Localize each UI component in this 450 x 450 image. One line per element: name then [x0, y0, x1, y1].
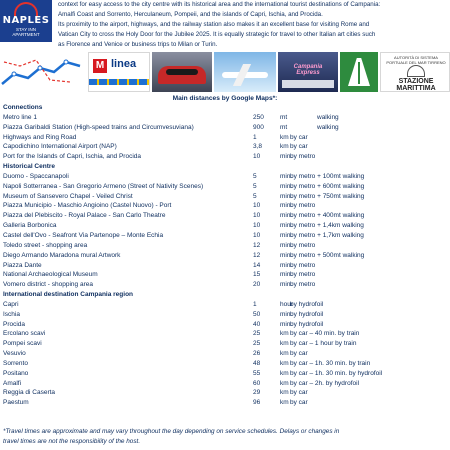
destination-name: Amalfi — [3, 379, 22, 387]
distance-row — [3, 369, 447, 379]
distance-value: 250 — [253, 113, 264, 121]
distance-row — [3, 261, 447, 271]
transport-mode: by car — [290, 399, 308, 407]
port-caption-line1: AUTORITÀ DI SISTEMA — [394, 55, 438, 60]
distance-row — [3, 359, 447, 369]
train-window — [166, 69, 198, 75]
distance-unit: km — [280, 330, 289, 338]
destination-name: Toledo street - shopping area — [3, 241, 88, 249]
distances-table — [3, 103, 447, 408]
port-authority-logo — [380, 52, 450, 92]
distance-value: 5 — [253, 172, 257, 180]
transport-mode: walking — [317, 113, 339, 121]
distance-unit: km — [280, 359, 289, 367]
distance-value: 1 — [253, 133, 257, 141]
intro-line: Amalfi Coast and Sorrento, Herculaneum, Pompeii, and the islands of Capri, Ischia, and Procida. — [58, 11, 323, 18]
destination-name: Ercolano scavi — [3, 330, 46, 338]
transport-mode: by hydrofoil — [290, 310, 324, 318]
distance-unit: min. — [280, 281, 293, 289]
transport-mode: by hydrofoil — [290, 300, 324, 308]
distance-value: 29 — [253, 389, 261, 397]
destination-name: Vesuvio — [3, 350, 26, 358]
distance-value: 14 — [253, 261, 261, 269]
transport-mode: by metro + 750mt walking — [290, 192, 365, 200]
distance-row — [3, 320, 447, 330]
distance-unit: min. — [280, 271, 293, 279]
distance-unit: min. — [280, 231, 293, 239]
destination-name: Piazza Municipio - Maschio Angioino (Castel Nuovo) - Port — [3, 202, 172, 210]
destination-name: Museum of Sansevero Chapel - Veiled Christ — [3, 192, 133, 200]
distance-value: 25 — [253, 330, 261, 338]
distance-unit: km — [280, 133, 289, 141]
destination-name: Paestum — [3, 399, 29, 407]
destination-name: Piazza Garibaldi Station (High-speed trains and Circumvesuviana) — [3, 123, 194, 131]
footnote-line: *Travel times are approximate and may vary throughout the day depending on service schedules. Delays or changes in — [3, 428, 340, 435]
transport-mode: by metro + 1,4km walking — [290, 222, 364, 230]
metro-linea-label: linea — [111, 58, 137, 70]
distance-row — [3, 113, 447, 123]
port-caption-line2: PORTUALE DEL MAR TIRRENO — [386, 59, 446, 65]
distance-unit: km — [280, 340, 289, 348]
metro-linea-photo — [88, 52, 150, 92]
destination-name: Vomero district - shopping area — [3, 281, 93, 289]
transport-mode: by metro — [290, 281, 316, 289]
transport-mode: by car – 40 min. by train — [290, 330, 360, 338]
ferry-sign: Campania Express — [293, 64, 323, 76]
distance-row — [3, 123, 447, 133]
distance-unit: km — [280, 379, 289, 387]
destination-name: Diego Armando Maradona mural Artwork — [3, 251, 121, 259]
destination-name: Reggia di Caserta — [3, 389, 56, 397]
port-emblem-icon — [407, 65, 425, 77]
distance-row — [3, 300, 447, 310]
distances-title: Main distances by Google Maps*: — [172, 95, 278, 102]
distance-row — [3, 310, 447, 320]
transport-mode: by car – 2h. by hydrofoil — [290, 379, 360, 387]
destination-name: Galleria Borbonica — [3, 222, 57, 230]
section-heading: Historical Centre — [3, 163, 56, 171]
distance-unit: km — [280, 143, 289, 151]
distance-row — [3, 192, 447, 202]
destination-name: Sorrento — [3, 359, 28, 367]
distance-unit: km — [280, 389, 289, 397]
distance-row — [3, 241, 447, 251]
footnote-line: travel times are not the responsibility of the host. — [3, 437, 141, 445]
destination-name: Procida — [3, 320, 26, 328]
transport-mode: by metro + 500mt walking — [290, 251, 365, 259]
distance-row — [3, 280, 447, 290]
intro-line: context for easy access to the city centre with its historical area and the international tourist destinations of Campania: — [58, 1, 381, 8]
distance-unit: mt — [280, 113, 288, 121]
distance-row — [3, 152, 447, 162]
logo-name: NAPLES — [2, 15, 50, 26]
metro-train-stripe — [89, 79, 149, 85]
transport-mode: by metro + 400mt walking — [290, 212, 365, 220]
transport-mode: by car – 1 hour by train — [290, 340, 357, 348]
distance-value: 26 — [253, 350, 261, 358]
distance-value: 10 — [253, 231, 261, 239]
distance-row — [3, 231, 447, 241]
intro-line: as Florence and Venice or business trips to Milan or Turin. — [58, 41, 218, 48]
distance-row — [3, 270, 447, 280]
distance-unit: min. — [280, 310, 293, 318]
distance-unit: km — [280, 369, 289, 377]
distance-row — [3, 339, 447, 349]
logo-sub-line1: STAY INN — [15, 27, 36, 32]
distance-unit: min. — [280, 320, 293, 328]
ferry-icon — [282, 80, 334, 88]
transport-mode: by car — [290, 133, 308, 141]
distance-value: 60 — [253, 379, 261, 387]
destination-name: Pompei scavi — [3, 340, 42, 348]
distance-row — [3, 251, 447, 261]
port-caption — [381, 56, 450, 65]
distance-value: 5 — [253, 192, 257, 200]
logo-subtitle — [0, 27, 52, 37]
logo-arch-icon — [14, 2, 38, 16]
ferry-photo — [278, 52, 338, 92]
metro-map-icon — [0, 54, 82, 90]
transport-mode: by metro + 600mt walking — [290, 182, 365, 190]
distance-row — [3, 398, 447, 408]
distance-row — [3, 379, 447, 389]
destination-name: Metro line 1 — [3, 113, 37, 121]
destination-name: Castel dell'Ovo - Seafront Via Partenope – Monte Echia — [3, 231, 164, 239]
distance-unit: min. — [280, 212, 293, 220]
distance-value: 12 — [253, 251, 261, 259]
distance-unit: mt — [280, 123, 288, 131]
destination-name: Piazza del Plebiscito - Royal Palace - San Carlo Theatre — [3, 212, 166, 220]
distance-value: 5 — [253, 182, 257, 190]
transport-mode: by metro — [290, 241, 316, 249]
highway-lane-marking — [358, 62, 360, 84]
destination-name: Ischia — [3, 310, 20, 318]
distance-unit: min. — [280, 182, 293, 190]
distance-row — [3, 201, 447, 211]
distance-value: 10 — [253, 222, 261, 230]
highway-sign-photo — [340, 52, 378, 92]
distance-row — [3, 182, 447, 192]
intro-paragraph — [58, 0, 448, 50]
distance-unit: min. — [280, 222, 293, 230]
transport-mode: by car — [290, 389, 308, 397]
distance-unit: min. — [280, 261, 293, 269]
distance-unit: min. — [280, 172, 293, 180]
metro-m-icon: M — [93, 59, 107, 73]
naples-stay-inn-logo — [0, 0, 52, 42]
distance-unit: km — [280, 399, 289, 407]
transport-mode: by metro — [290, 153, 316, 161]
destination-name: Piazza Dante — [3, 261, 42, 269]
distance-value: 3,8 — [253, 143, 263, 151]
distance-value: 10 — [253, 212, 261, 220]
distance-value: 96 — [253, 399, 261, 407]
distance-value: 12 — [253, 241, 261, 249]
distance-row — [3, 172, 447, 182]
destination-name: Highways and Ring Road — [3, 133, 77, 141]
distance-unit: km — [280, 350, 289, 358]
destination-name: Duomo - Spaccanapoli — [3, 172, 69, 180]
distance-unit: min. — [280, 202, 293, 210]
section-heading: Connections — [3, 104, 43, 111]
destination-name: National Archaeological Museum — [3, 271, 98, 279]
destination-name: Capodichino International Airport (NAP) — [3, 143, 117, 151]
distance-value: 20 — [253, 281, 261, 289]
transport-mode: by metro — [290, 261, 316, 269]
distance-row — [3, 211, 447, 221]
distance-row — [3, 142, 447, 152]
destination-name: Capri — [3, 300, 19, 308]
transport-mode: by hydrofoil — [290, 320, 324, 328]
distance-value: 40 — [253, 320, 261, 328]
distance-row — [3, 133, 447, 143]
distance-value: 48 — [253, 359, 261, 367]
distance-row — [3, 388, 447, 398]
transport-mode: by car – 1h. 30 min. by hydrofoil — [290, 369, 383, 377]
transport-mode: by metro — [290, 271, 316, 279]
distance-unit: min. — [280, 192, 293, 200]
transport-mode: walking — [317, 123, 339, 131]
footnote — [3, 427, 449, 446]
destination-name: Port for the Islands of Capri, Ischia, and Procida — [3, 153, 142, 161]
destination-name: Napoli Sotterranea - San Gregorio Armeno (Street of Nativity Scenes) — [3, 182, 204, 190]
high-speed-train-photo — [152, 52, 212, 92]
destination-name: Positano — [3, 369, 29, 377]
distance-value: 900 — [253, 123, 264, 131]
transport-mode: by metro + 1,7km walking — [290, 231, 364, 239]
distance-row — [3, 329, 447, 339]
distance-value: 15 — [253, 271, 261, 279]
intro-line: Vatican City to cross the Holy Door for the Jubilee 2025. It is equally strategic for travel to other Italian art cities such — [58, 31, 376, 38]
section-heading: International destination Campania region — [3, 291, 134, 299]
transport-image-strip — [0, 50, 450, 94]
distance-unit: min. — [280, 153, 293, 161]
distance-row — [3, 221, 447, 231]
transport-mode: by car – 1h. 30 min. by train — [290, 359, 371, 367]
airplane-photo — [214, 52, 276, 92]
transport-mode: by metro + 100mt walking — [290, 172, 365, 180]
page-header — [0, 0, 450, 50]
transport-mode: by car — [290, 143, 308, 151]
distance-value: 10 — [253, 202, 261, 210]
transport-mode: by car — [290, 350, 308, 358]
distance-value: 1 — [253, 300, 257, 308]
distance-value: 50 — [253, 310, 261, 318]
transport-mode: by metro — [290, 202, 316, 210]
port-name: STAZIONE MARITTIMA — [396, 78, 436, 92]
distance-row — [3, 349, 447, 359]
distance-value: 55 — [253, 369, 261, 377]
distance-value: 25 — [253, 340, 261, 348]
intro-line: Its proximity to the airport, highways, and the railway station also makes it an excellent base for visiting Rome and — [58, 21, 370, 28]
distance-value: 10 — [253, 153, 261, 161]
distance-unit: min. — [280, 251, 293, 259]
logo-sub-line2: APARTMENT — [12, 32, 40, 37]
distance-unit: min. — [280, 241, 293, 249]
distance-unit: hour — [280, 300, 294, 308]
